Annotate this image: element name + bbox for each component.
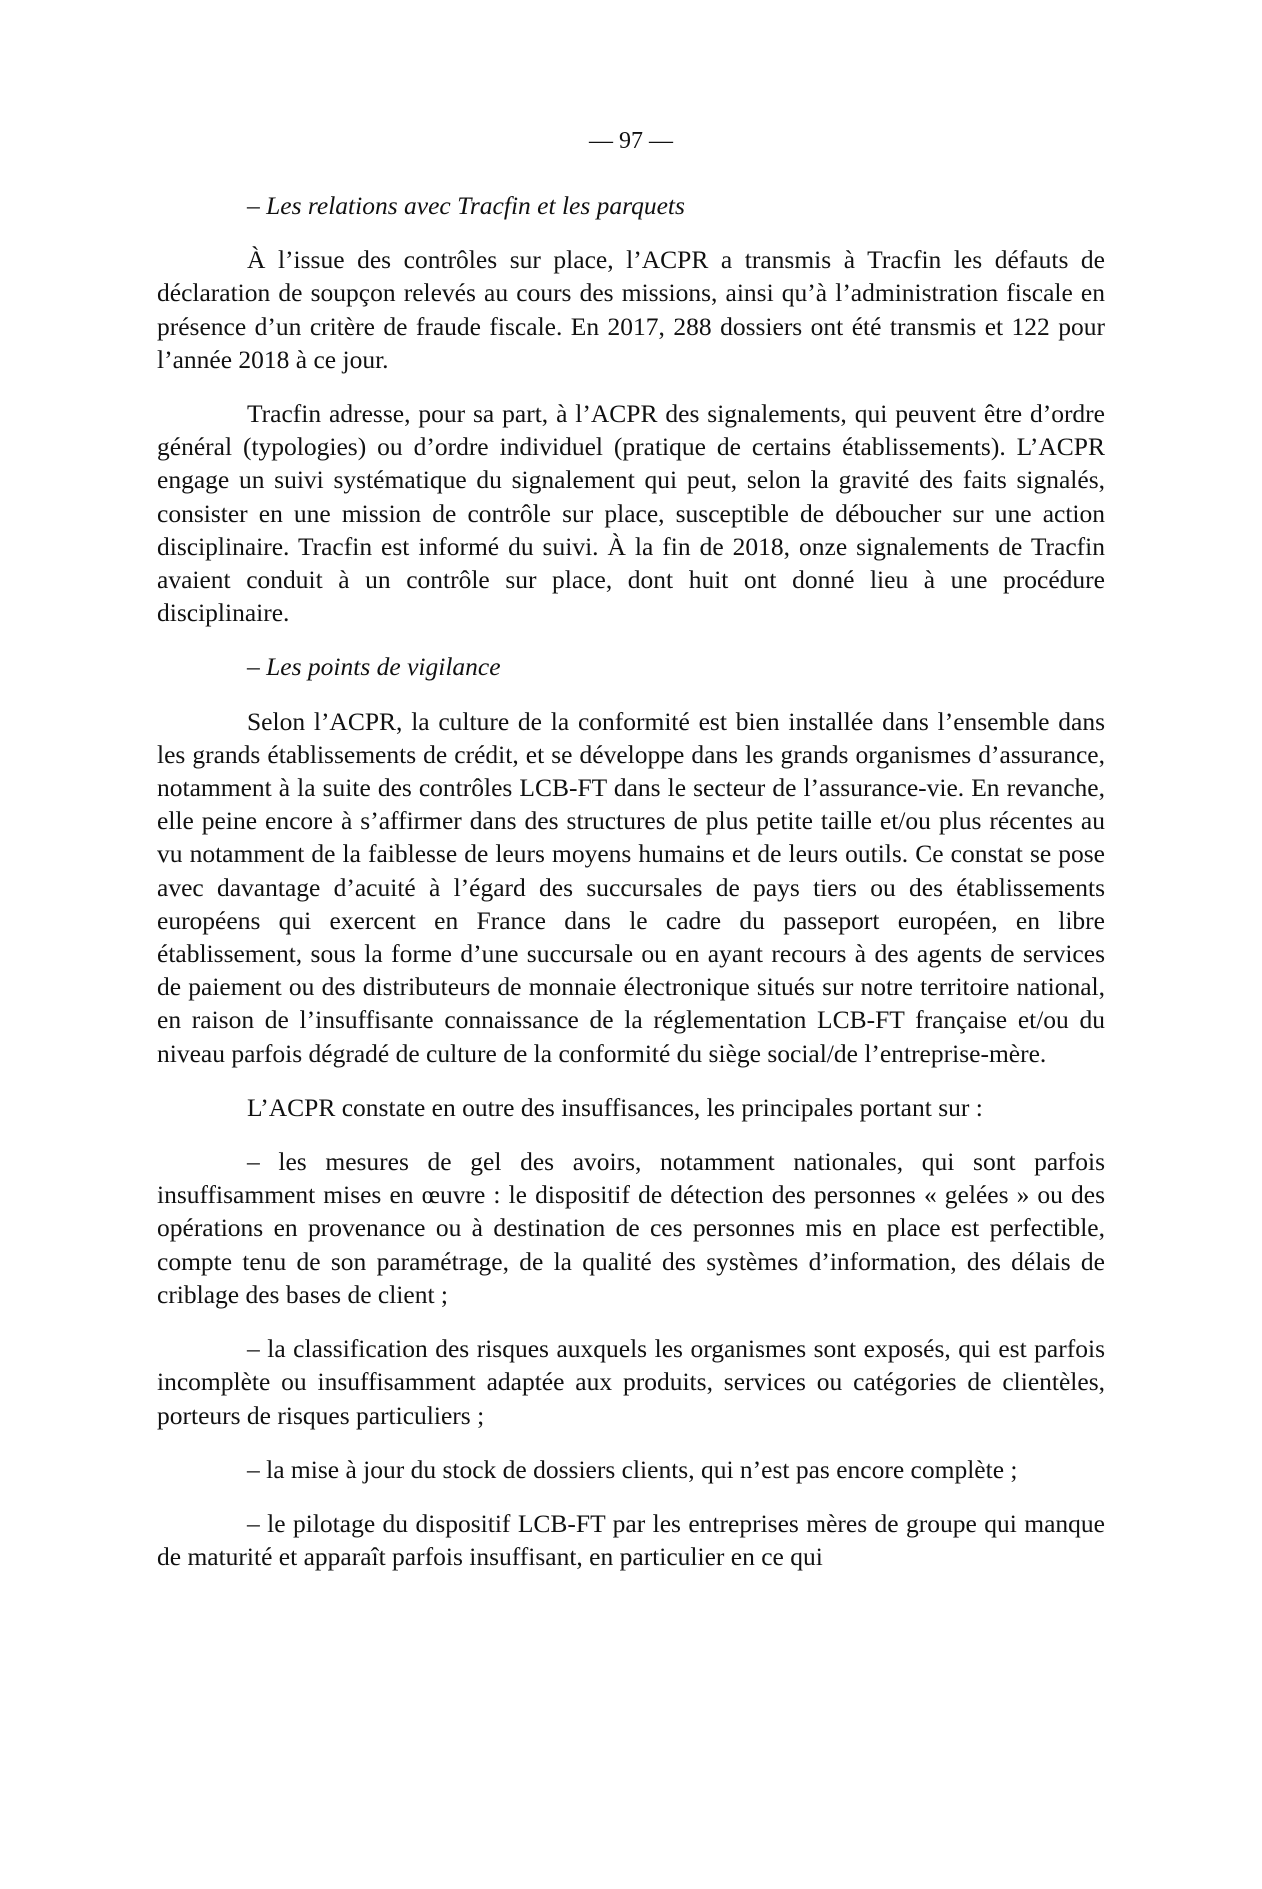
paragraph-insuffisances-intro: L’ACPR constate en outre des insuffisances, les principales portant sur : — [247, 1092, 983, 1122]
section-heading-tracfin: – Les relations avec Tracfin et les parquets — [247, 191, 685, 220]
paragraph-culture-conformite: Selon l’ACPR, la culture de la conformité est bien installée dans l’ensemble dans les grands établissements de crédit, et se développe dans les grands organismes d’assurance, notamment à la suite des contrôles LCB-FT dans le secteur de l’assurance-vie. En revanche, elle peine encore à s’affirmer dans des structures de plus petite taille et/ou plus récentes au vu notamment de la faiblesse de leurs moyens humains et de leurs outils. Ce constat se pose avec davantage d’acuité à l’égard des succursales de pays tiers ou des établissements européens qui exercent en France dans le cadre du passeport européen, en libre établissement, sous la forme d’une succursale ou en ayant recours à des agents de services de paiement ou des distributeurs de monnaie électronique situés sur notre territoire national, en raison de l’insuffisante connaissance de la réglementation LCB-FT française et/ou du niveau parfois dégradé de culture de la conformité du siège social/de l’entreprise-mère. — [157, 706, 1105, 1068]
list-item-gel-avoirs: – les mesures de gel des avoirs, notamment nationales, qui sont parfois insuffisamment mises en œuvre : le dispositif de détection des personnes « gelées » ou des opérations en provenance ou à destination de ces personnes mis en place est perfectible, compte tenu de son paramétrage, de la qualité des systèmes d’information, des délais de criblage des bases de client ; — [157, 1147, 1105, 1309]
section-heading-vigilance: – Les points de vigilance — [247, 652, 501, 682]
paragraph-transmissions: À l’issue des contrôles sur place, l’ACPR a transmis à Tracfin les défauts de déclaration de soupçon relevés au cours des missions, ainsi qu’à l’administration fiscale en présence d’un critère de fraude fiscale. En 2017, 288 dossiers ont été transmis et 122 pour l’année 2018 à ce jour. — [157, 245, 1105, 374]
paragraph-signalements: Tracfin adresse, pour sa part, à l’ACPR des signalements, qui peuvent être d’ordre général (typologies) ou d’ordre individuel (pratique de certains établissements). L’ACPR engage un suivi systématique du signalement qui peut, selon la gravité des faits signalés, consister en une mission de contrôle sur place, susceptible de déboucher sur une action disciplinaire. Tracfin est informé du suivi. À la fin de 2018, onze signalements de Tracfin avaient conduit à un contrôle sur place, dont huit ont donné lieu à une procédure disciplinaire. — [157, 399, 1105, 628]
list-item-mise-a-jour: – la mise à jour du stock de dossiers clients, qui n’est pas encore complète ; — [247, 1454, 1018, 1484]
page-number: — 97 — — [589, 128, 673, 154]
list-item-pilotage: – le pilotage du dispositif LCB-FT par les entreprises mères de groupe qui manque de maturité et apparaît parfois insuffisant, en particulier en ce qui — [157, 1508, 1105, 1572]
document-page — [157, 126, 1105, 1594]
list-item-classification-risques: – la classification des risques auxquels les organismes sont exposés, qui est parfois incomplète ou insuffisamment adaptée aux produits, services ou catégories de clientèles, porteurs de risques particuliers ; — [157, 1334, 1105, 1430]
